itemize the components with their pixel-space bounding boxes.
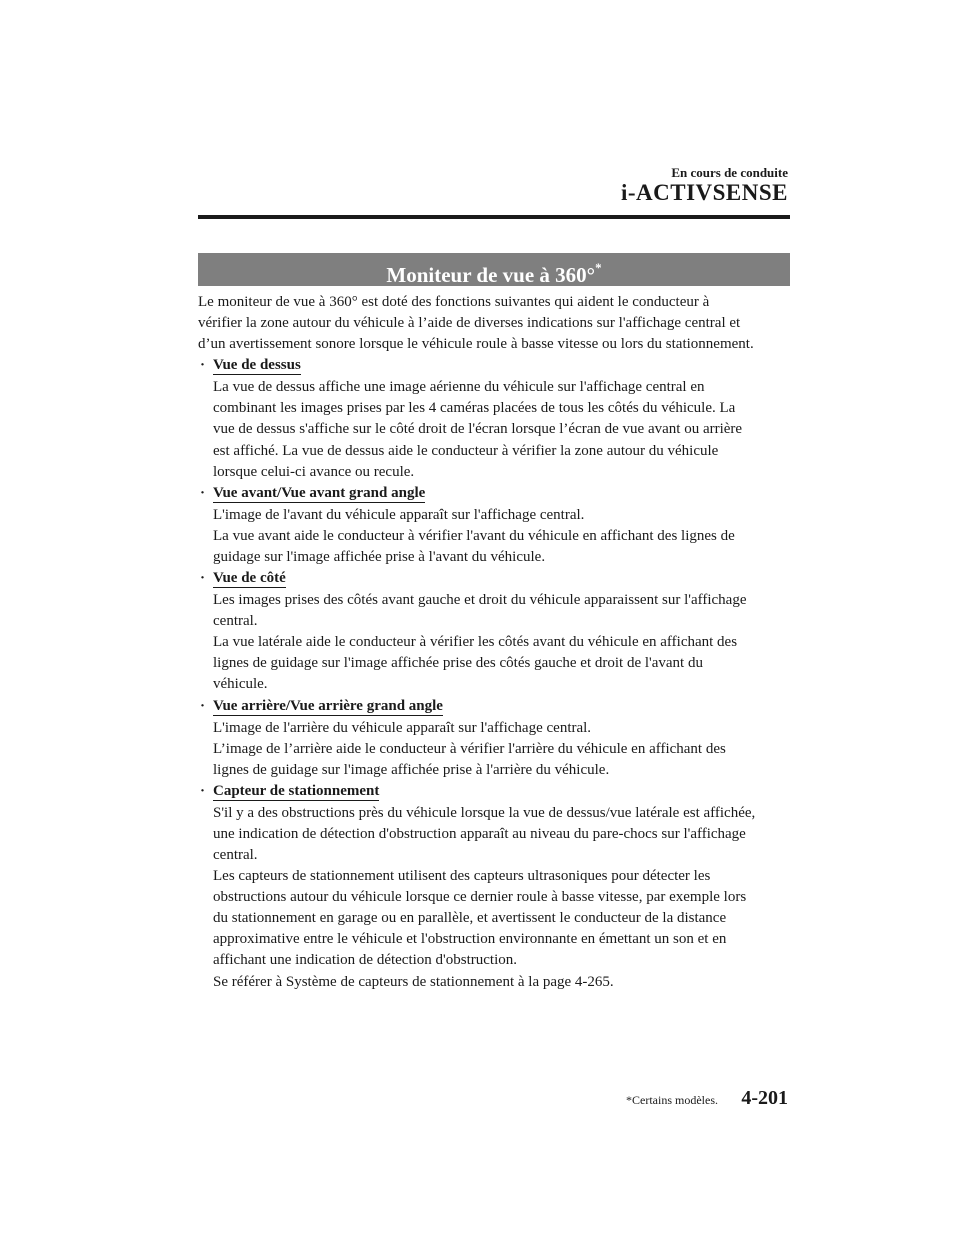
description-line: affichant une indication de détection d'obstruction. — [213, 952, 517, 969]
description-line: lignes de guidage sur l'image affichée prise des côtés gauche et droit de l'avant du — [213, 655, 703, 672]
description-line: lignes de guidage sur l'image affichée prise à l'arrière du véhicule. — [213, 761, 610, 778]
description-line: La vue de dessus affiche une image aérienne du véhicule sur l'affichage central en — [213, 379, 705, 396]
page-number: 4-201 — [741, 1087, 788, 1109]
description-line: obstructions autour du véhicule lorsque ce dernier roule à basse vitesse, par exemple lors — [213, 889, 747, 906]
feature-item-vue-avant — [198, 483, 794, 568]
description-line: L'image de l'arrière du véhicule apparaît sur l'affichage central. — [213, 719, 592, 736]
feature-description — [213, 803, 794, 993]
page-content — [198, 292, 794, 993]
description-line: est affiché. La vue de dessus aide le conducteur à vérifier la zone autour du véhicule — [213, 442, 719, 459]
intro-line: vérifier la zone autour du véhicule à l’aide de diverses indications sur l'affichage central et — [198, 315, 741, 332]
description-line: central. — [213, 613, 258, 630]
bullet-dot: · — [200, 357, 206, 374]
feature-title: Capteur de stationnement — [213, 782, 380, 799]
footer-note: *Certains modèles. — [626, 1093, 718, 1107]
feature-description — [213, 590, 794, 695]
description-line: La vue avant aide le conducteur à vérifier l'avant du véhicule en affichant des lignes de — [213, 527, 735, 544]
heading-title: Moniteur de vue à 360° — [386, 263, 596, 287]
intro-line: d’un avertissement sonore lorsque le véhicule roule à basse vitesse ou lors du stationnement. — [198, 336, 754, 353]
header-divider — [198, 215, 790, 219]
bullet-dot: · — [200, 697, 206, 714]
feature-title: Vue arrière/Vue arrière grand angle — [213, 697, 443, 714]
feature-description — [213, 377, 794, 482]
feature-item-vue-de-dessus — [198, 355, 794, 482]
intro-paragraph — [198, 292, 794, 355]
page-reference: Se référer à Système de capteurs de stationnement à la page 4-265. — [213, 973, 614, 990]
heading-asterisk: * — [595, 260, 602, 275]
bullet-dot: · — [200, 782, 206, 799]
feature-description — [213, 718, 794, 781]
description-line: La vue latérale aide le conducteur à vérifier les côtés avant du véhicule en affichant des — [213, 634, 738, 651]
description-line: L'image de l'avant du véhicule apparaît sur l'affichage central. — [213, 506, 585, 523]
feature-title: Vue de côté — [213, 570, 286, 587]
bullet-dot: · — [200, 484, 206, 501]
description-line: guidage sur l'image affichée prise à l'avant du véhicule. — [213, 548, 546, 565]
feature-title: Vue avant/Vue avant grand angle — [213, 484, 426, 501]
description-line: combinant les images prises par les 4 caméras placées de tous les côtés du véhicule. La — [213, 400, 736, 417]
chapter-title: En cours de conduite — [671, 165, 788, 180]
description-line: Les capteurs de stationnement utilisent des capteurs ultrasoniques pour détecter les — [213, 868, 711, 885]
description-line: Les images prises des côtés avant gauche et droit du véhicule apparaissent sur l'affichage — [213, 592, 747, 609]
feature-description — [213, 505, 794, 568]
description-line: vue de dessus s'affiche sur le côté droit de l'écran lorsque l’écran de vue avant ou arrière — [213, 421, 743, 438]
description-line: du stationnement en garage ou en parallèle, et avertissent le conducteur de la distance — [213, 910, 727, 927]
description-line: approximative entre le véhicule et l'obstruction environnante en émettant un son et en — [213, 931, 727, 948]
description-line: central. — [213, 846, 258, 863]
description-line: lorsque celui-ci avance ou recule. — [213, 463, 415, 480]
feature-item-capteur-de-stationnement — [198, 781, 794, 993]
heading-band — [198, 253, 790, 286]
feature-title: Vue de dessus — [213, 357, 301, 374]
section-title: i-ACTIVSENSE — [620, 180, 788, 205]
description-line: une indication de détection d'obstruction apparaît au niveau du pare-chocs sur l'affichage — [213, 825, 746, 842]
intro-line: Le moniteur de vue à 360° est doté des fonctions suivantes qui aident le conducteur à — [198, 294, 710, 310]
description-line: L’image de l’arrière aide le conducteur à vérifier l'arrière du véhicule en affichant des — [213, 740, 726, 757]
feature-item-vue-de-cote — [198, 568, 794, 695]
feature-item-vue-arriere — [198, 696, 794, 781]
description-line: S'il y a des obstructions près du véhicule lorsque la vue de dessus/vue latérale est affichée, — [213, 804, 756, 821]
bullet-dot: · — [200, 570, 206, 587]
description-line: véhicule. — [213, 676, 268, 693]
